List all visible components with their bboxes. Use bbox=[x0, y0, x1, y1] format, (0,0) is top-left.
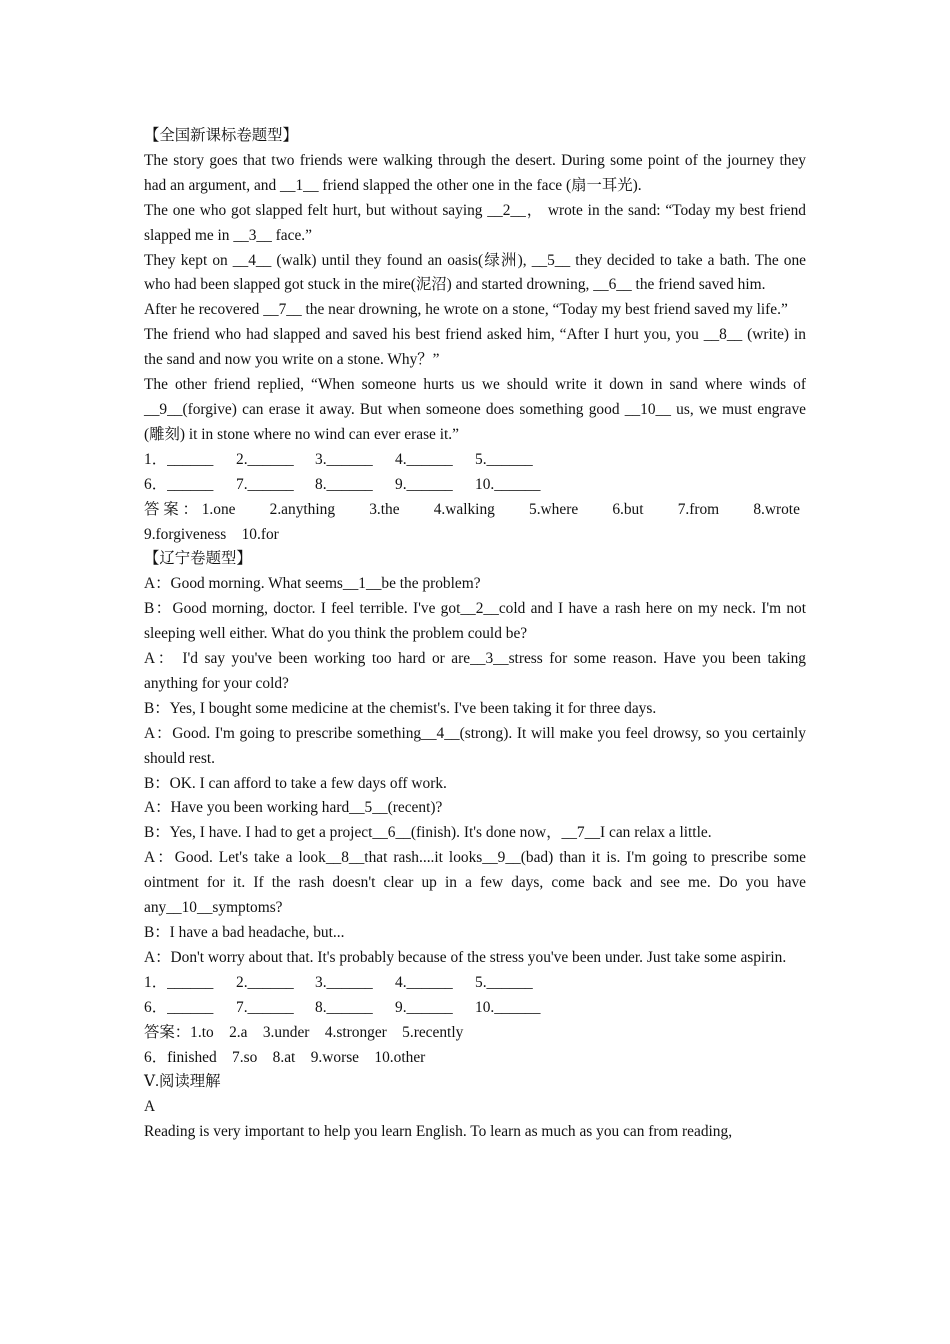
blank: 4.______ bbox=[395, 973, 453, 991]
blank: 5.______ bbox=[475, 973, 533, 991]
dialogue-line: A：Good morning. What seems__1__be the problem? bbox=[144, 575, 481, 593]
answer: 2.anything bbox=[269, 500, 336, 518]
dialogue-line: A：Good. I'm going to prescribe something__4__(strong). It will make you feel drowsy, so you certainly should rest. bbox=[144, 724, 806, 767]
paragraph: They kept on __4__ (walk) until they found an oasis(绿洲), __5__ they decided to take a bath. The one who had been slapped got stuck in the mire(泥沼) and started drowning, __6__ the friend saved him. bbox=[144, 251, 806, 294]
dialogue-line: A：Don't worry about that. It's probably because of the stress you've been under. Just take some aspirin. bbox=[144, 948, 787, 966]
answer-line: 答案：1.to 2.a 3.under 4.stronger 5.recently bbox=[144, 1023, 464, 1041]
paragraph: The one who got slapped felt hurt, but without saying __2__， wrote in the sand: “Today my best friend slapped me in __3__ face.” bbox=[144, 201, 806, 244]
answer: 5.where bbox=[529, 500, 579, 518]
blank: 1．______ bbox=[144, 973, 214, 991]
blank-row bbox=[144, 473, 806, 498]
blank: 6．______ bbox=[144, 998, 214, 1016]
document-page bbox=[144, 124, 806, 1145]
dialogue-line: B：OK. I can afford to take a few days off work. bbox=[144, 774, 447, 792]
blank: 7.______ bbox=[236, 475, 294, 493]
dialogue-line: B：Yes, I have. I had to get a project__6__(finish). It's done now，__7__I can relax a little. bbox=[144, 824, 712, 842]
paragraph: The friend who had slapped and saved his best friend asked him, “After I hurt you, you __8__ (write) in the sand and now you write on a stone. Why？” bbox=[144, 326, 806, 369]
answer: 7.from bbox=[677, 500, 720, 518]
answer-line bbox=[144, 498, 800, 523]
blank: 8.______ bbox=[315, 998, 373, 1016]
blank: 4.______ bbox=[395, 450, 453, 468]
answer: 答 案 ： 1.one bbox=[144, 500, 236, 518]
paragraph: After he recovered __7__ the near drowning, he wrote on a stone, “Today my best friend saved my life.” bbox=[144, 301, 788, 319]
blank-row bbox=[144, 996, 806, 1021]
blank: 5.______ bbox=[475, 450, 533, 468]
blank: 9.______ bbox=[395, 475, 453, 493]
dialogue-line: A：Have you been working hard__5__(recent)? bbox=[144, 799, 443, 817]
blank: 10.______ bbox=[475, 475, 541, 493]
answer: 8.wrote bbox=[753, 500, 800, 518]
blank: 2.______ bbox=[236, 450, 294, 468]
blank: 3.______ bbox=[315, 450, 373, 468]
blank: 3.______ bbox=[315, 973, 373, 991]
answer-line: 6．finished 7.so 8.at 9.worse 10.other bbox=[144, 1048, 426, 1066]
answer: 6.but bbox=[612, 500, 644, 518]
blank: 10.______ bbox=[475, 998, 541, 1016]
passage-label: A bbox=[144, 1098, 156, 1116]
blank: 7.______ bbox=[236, 998, 294, 1016]
dialogue-line: B：Good morning, doctor. I feel terrible. I've got__2__cold and I have a rash here on my neck. I'm not sleeping well either. What do you think the problem could be? bbox=[144, 600, 806, 643]
answer: 4.walking bbox=[433, 500, 495, 518]
paragraph: The story goes that two friends were walking through the desert. During some point of the journey they had an argument, and __1__ friend slapped the other one in the face (扇一耳光). bbox=[144, 151, 806, 194]
blank: 6．______ bbox=[144, 475, 214, 493]
dialogue-line: B：Yes, I bought some medicine at the chemist's. I've been taking it for three days. bbox=[144, 699, 657, 717]
blank: 9.______ bbox=[395, 998, 453, 1016]
blank: 2.______ bbox=[236, 973, 294, 991]
answer: 3.the bbox=[369, 500, 400, 518]
dialogue-line: A：Good. Let's take a look__8__that rash....it looks__9__(bad) than it is. I'm going to prescribe some ointment for it. If the rash doesn't clear up in a few days, come back and see me. Do you have any__10__symptoms? bbox=[144, 849, 806, 917]
section3-heading: Ⅴ.阅读理解 bbox=[144, 1073, 221, 1091]
dialogue-line: B：I have a bad headache, but... bbox=[144, 924, 345, 941]
blank: 8.______ bbox=[315, 475, 373, 493]
dialogue-line: A： I'd say you've been working too hard or are__3__stress for some reason. Have you been taking anything for your cold? bbox=[144, 650, 806, 692]
paragraph: The other friend replied, “When someone hurts us we should write it down in sand where winds of __9__(forgive) can erase it away. But when someone does something good __10__ us, we must engrave (雕刻) it in stone where no wind can ever erase it.” bbox=[144, 376, 806, 443]
blank-row bbox=[144, 971, 806, 996]
section1-heading: 【全国新课标卷题型】 bbox=[144, 127, 298, 144]
section2-heading: 【辽宁卷题型】 bbox=[144, 550, 252, 568]
answer-line: 9.forgiveness 10.for bbox=[144, 525, 279, 543]
blank: 1．______ bbox=[144, 450, 214, 468]
paragraph: Reading is very important to help you learn English. To learn as much as you can from reading, bbox=[144, 1123, 733, 1141]
blank-row bbox=[144, 448, 806, 473]
